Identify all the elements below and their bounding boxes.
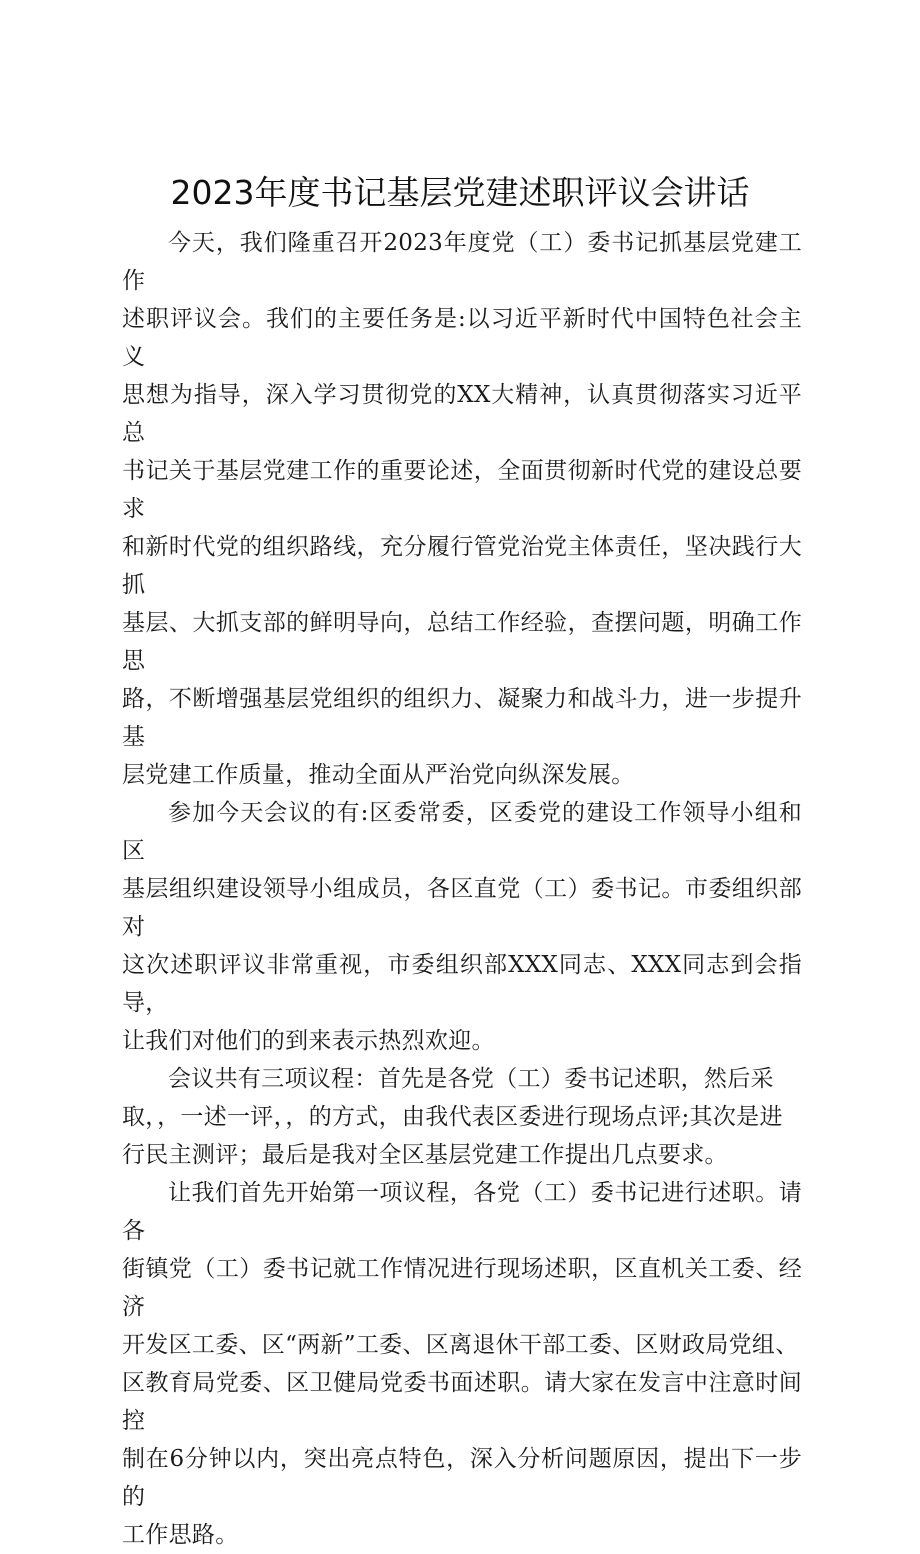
document-title: 2023年度书记基层党建述职评议会讲话 — [170, 173, 750, 212]
paragraph-agenda: 会议共有三项议程：首先是各党（工）委书记述职，然后采 取，，一述一评，，的方式，由我代表区委进行现场点评;其次是进 行民主测评；最后是我对全区基层党建工作提出几点要求。 — [122, 1066, 783, 1168]
document-body — [122, 224, 802, 1554]
paragraph-opening: 今天，我们隆重召开2023年度党（工）委书记抓基层党建工作 述职评议会。我们的主要任务是:以习近平新时代中国特色社会主义 思想为指导，深入学习贯彻党的XX大精神，认真贯彻落实习近平总 书记关于基层党建工作的重要论述，全面贯彻新时代党的建设总要求 和新时代党的组织路线，充分履行管党治党主体责任，坚决践行大抓 基层、大抓支部的鲜明导向，总结工作经验，查摆问题，明确工作思 路，不断增强基层党组织的组织力、凝聚力和战斗力，进一步提升基 层党建工作质量，推动全面从严治党向纵深发展。 — [122, 230, 802, 788]
paragraph-first-item: 让我们首先开始第一项议程，各党（工）委书记进行述职。请各 街镇党（工）委书记就工作情况进行现场述职，区直机关工委、经济 开发区工委、区“两新”工委、区离退休干部工委、区财政局党组、 区教育局党委、区卫健局党委书面述职。请大家在发言中注意时间控 制在6分钟以内，突出亮点特色，深入分析问题原因，提出下一步的 工作思路。 — [122, 1180, 802, 1548]
paragraph-attendees: 参加今天会议的有:区委常委，区委党的建设工作领导小组和区 基层组织建设领导小组成员，各区直党（工）委书记。市委组织部对 这次述职评议非常重视，市委组织部XXX同志、XXX同志到会指导， 让我们对他们的到来表示热烈欢迎。 — [122, 800, 802, 1054]
